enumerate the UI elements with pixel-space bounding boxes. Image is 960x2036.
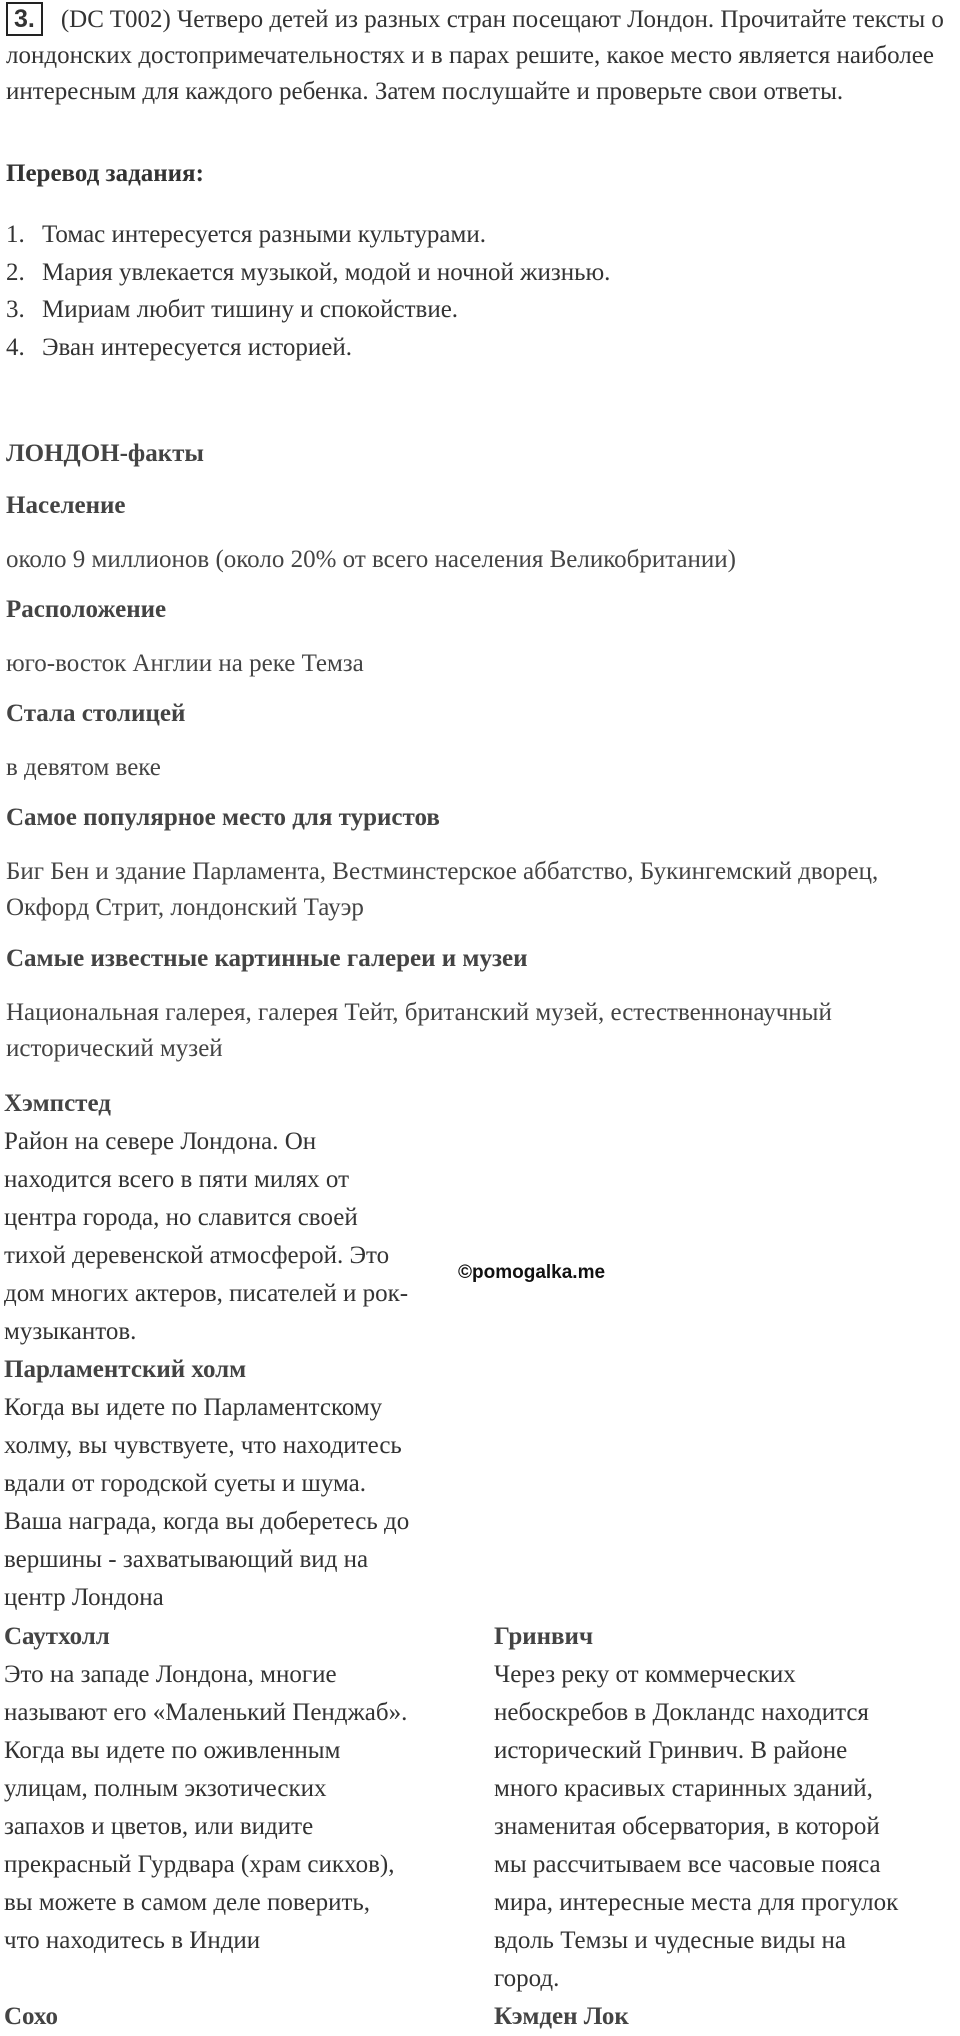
place-line: улицам, полным экзотических	[4, 1775, 327, 1802]
fact-label: Самое популярное место для туристов	[6, 804, 440, 831]
list-item	[6, 329, 610, 367]
place-title: Сохо	[4, 2003, 58, 2030]
place-line: Ваша награда, когда вы доберетесь до	[4, 1508, 410, 1535]
fact-value: около 9 миллионов (около 20% от всего населения Великобритании)	[6, 546, 736, 573]
fact-label: Расположение	[6, 596, 167, 623]
place-line: Когда вы идете по оживленным	[4, 1737, 341, 1764]
place-title: Парламентский холм	[4, 1356, 247, 1383]
place-line: много красивых старинных зданий,	[494, 1775, 873, 1802]
list-text: Томас интересуется разными культурами.	[42, 221, 486, 248]
place-line: мира, интересные места для прогулок	[494, 1889, 899, 1916]
place-line: вдоль Темзы и чудесные виды на	[494, 1927, 846, 1954]
place-line: вы можете в самом деле поверить,	[4, 1889, 371, 1916]
watermark: ©pomogalka.me	[458, 1262, 606, 1283]
place-title: Кэмден Лок	[494, 2003, 629, 2030]
place-line: вершины - захватывающий вид на	[4, 1546, 369, 1573]
place-line: прекрасный Гурдвара (храм сикхов),	[4, 1851, 395, 1878]
parliament-hill-section	[4, 1351, 484, 1617]
list-number: 4.	[6, 333, 25, 361]
facts-heading: ЛОНДОН-факты	[6, 440, 204, 467]
place-line: вдали от городской суеты и шума.	[4, 1470, 366, 1497]
place-line: знаменитая обсерватория, в которой	[494, 1813, 880, 1840]
fact-label: Стала столицей	[6, 700, 186, 727]
place-line: дом многих актеров, писателей и рок-	[4, 1280, 409, 1307]
place-line: небоскребов в Докландс находится	[494, 1699, 869, 1726]
place-title: Гринвич	[494, 1623, 594, 1650]
place-line: Район на севере Лондона. Он	[4, 1128, 317, 1155]
list-item	[6, 254, 610, 292]
translation-list	[6, 216, 610, 366]
list-text: Эван интересуется историей.	[42, 333, 352, 361]
place-line: центр Лондона	[4, 1584, 164, 1611]
list-item	[6, 216, 610, 254]
place-line: Через реку от коммерческих	[494, 1661, 796, 1688]
place-line: находится всего в пяти милях от	[4, 1166, 350, 1193]
place-line: город.	[494, 1965, 560, 1992]
place-line: холму, вы чувствуете, что находитесь	[4, 1432, 402, 1459]
place-title: Саутхолл	[4, 1623, 110, 1650]
fact-value: Биг Бен и здание Парламента, Вестминстерское аббатство, Букингемский дворец, Окфорд Стрит, лондонский Тауэр	[6, 858, 879, 921]
fact-label: Самые известные картинные галереи и музеи	[6, 945, 528, 972]
place-line: музыкантов.	[4, 1318, 137, 1345]
greenwich-section	[494, 1618, 954, 1998]
fact-value: в девятом веке	[6, 754, 161, 781]
place-line: Когда вы идете по Парламентскому	[4, 1394, 383, 1421]
place-line: что находитесь в Индии	[4, 1927, 261, 1954]
task-number: 3.	[6, 2, 43, 36]
place-line: тихой деревенской атмосферой. Это	[4, 1242, 390, 1269]
fact-value: Национальная галерея, галерея Тейт, британский музей, естественнонаучный исторический музей	[6, 999, 832, 1062]
place-line: исторический Гринвич. В районе	[494, 1737, 848, 1764]
task-paragraph	[6, 2, 946, 110]
place-line: центра города, но славится своей	[4, 1204, 358, 1231]
task-text: (DC T002) Четверо детей из разных стран посещают Лондон. Прочитайте тексты о лондонских достопримечательностях и в парах решите, какое место является наиболее интересным для каждого ребенка. Затем послушайте и проверьте свои ответы.	[6, 6, 944, 105]
list-number: 3.	[6, 296, 25, 323]
list-text: Мириам любит тишину и спокойствие.	[42, 296, 459, 323]
southall-section	[4, 1618, 484, 1960]
place-line: запахов и цветов, или видите	[4, 1813, 314, 1840]
list-item	[6, 291, 610, 329]
place-line: мы рассчитываем все часовые пояса	[494, 1851, 881, 1878]
fact-label: Население	[6, 492, 126, 519]
translation-heading: Перевод задания:	[6, 160, 204, 187]
place-line: Это на западе Лондона, многие	[4, 1661, 337, 1688]
list-number: 2.	[6, 258, 25, 286]
list-text: Мария увлекается музыкой, модой и ночной жизнью.	[42, 258, 611, 286]
hampstead-section	[4, 1085, 474, 1351]
camden-lock-section	[494, 1998, 629, 2036]
fact-value: юго-восток Англии на реке Темза	[6, 650, 364, 677]
list-number: 1.	[6, 221, 25, 248]
soho-section	[4, 1998, 58, 2036]
place-line: называют его «Маленький Пенджаб».	[4, 1699, 408, 1726]
place-title: Хэмпстед	[4, 1090, 111, 1117]
